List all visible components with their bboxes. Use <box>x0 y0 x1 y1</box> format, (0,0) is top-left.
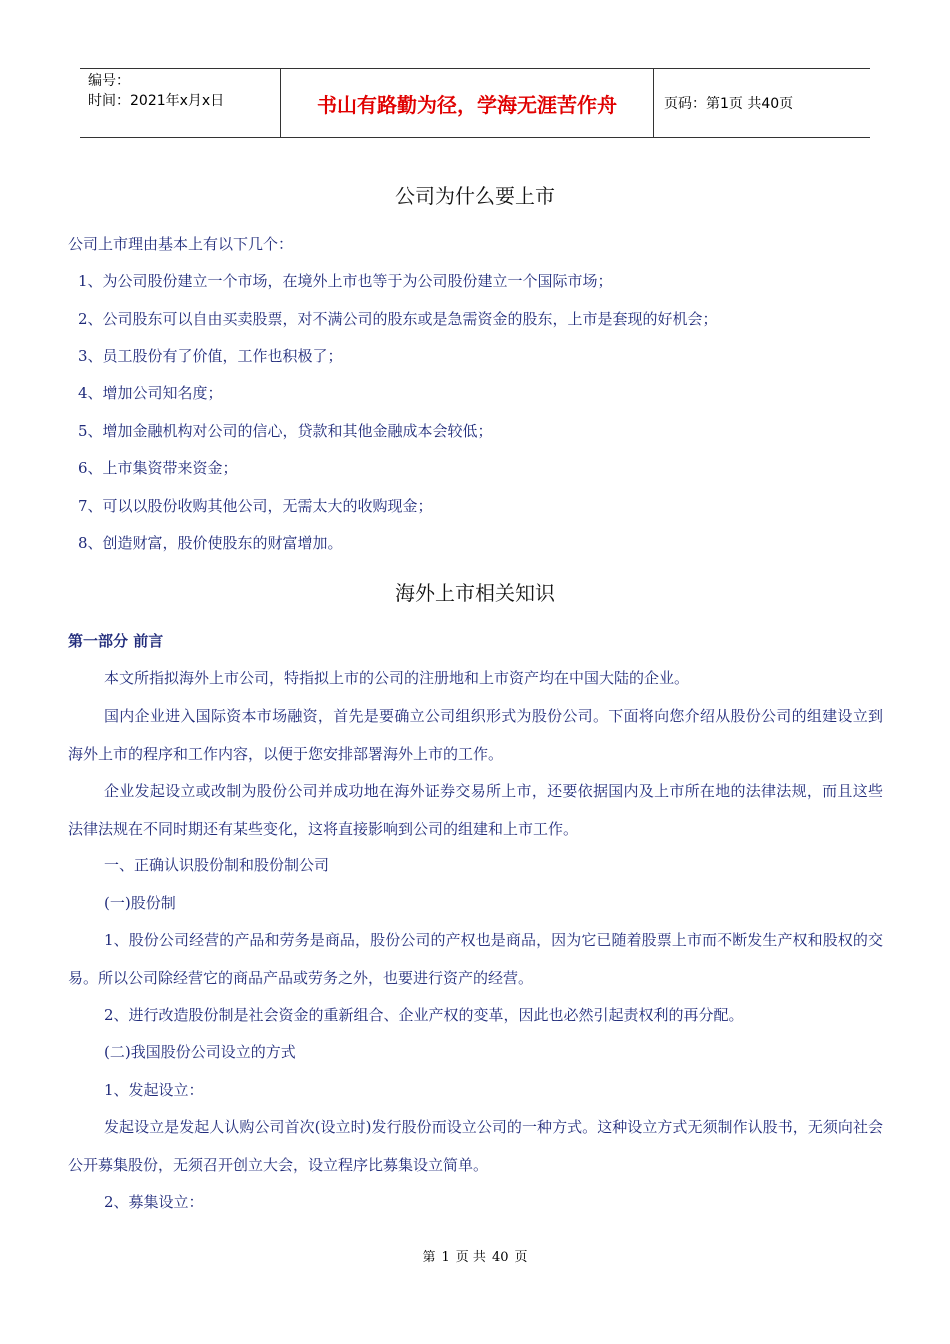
footer-total-pages: 40 <box>491 1250 509 1265</box>
paragraph: 一、正确认识股份制和股份制公司 <box>104 856 330 874</box>
document-time: 时间：2021年x月x日 <box>88 93 225 109</box>
list-item: 2、公司股东可以自由买卖股票，对不满公司的股东或是急需资金的股东，上市是套现的好机会； <box>78 310 718 328</box>
paragraph: 2、进行改造股份制是社会资金的重新组合、企业产权的变革，因此也必然引起责权利的再分配。 <box>104 1006 744 1024</box>
section-title: 海外上市相关知识 <box>395 581 555 605</box>
list-item: 6、上市集资带来资金； <box>78 459 238 477</box>
footer-suffix: 页 <box>514 1250 528 1265</box>
paragraph: 2、募集设立： <box>104 1193 204 1211</box>
list-item: 7、可以以股份收购其他公司，无需太大的收购现金； <box>78 497 433 515</box>
list-item: 5、增加金融机构对公司的信心，贷款和其他金融成本会较低； <box>78 422 493 440</box>
paragraph: 企业发起设立或改制为股份公司并成功地在海外证券交易所上市，还要依据国内及上市所在地的法律法规，而且这些法律法规在不同时期还有某些变化，这将直接影响到公司的组建和上市工作。 <box>68 782 883 838</box>
list-item: 8、创造财富，股价使股东的财富增加。 <box>78 534 343 552</box>
footer-prefix: 第 <box>422 1250 436 1265</box>
paragraph: (二)我国股份公司设立的方式 <box>104 1043 296 1061</box>
intro-text: 公司上市理由基本上有以下几个： <box>68 235 294 253</box>
header-motto: 书山有路勤为径，学海无涯苦作舟 <box>281 69 654 137</box>
list-item: 3、员工股份有了价值，工作也积极了； <box>78 347 343 365</box>
paragraph: 1、股份公司经营的产品和劳务是商品，股份公司的产权也是商品，因为它已随着股票上市而不断发生产权和股权的交易。所以公司除经营它的商品产品或劳务之外，也要进行资产的经营。 <box>68 931 883 987</box>
paragraph: 国内企业进入国际资本市场融资，首先是要确立公司组织形式为股份公司。下面将向您介绍从股份公司的组建设立到海外上市的程序和工作内容，以便于您安排部署海外上市的工作。 <box>68 707 883 763</box>
document-header <box>80 68 870 138</box>
page-title: 公司为什么要上市 <box>395 184 555 208</box>
list-item: 4、增加公司知名度； <box>78 384 223 402</box>
page-footer <box>0 1246 950 1265</box>
paragraph: 1、发起设立： <box>104 1081 204 1099</box>
list-item: 1、为公司股份建立一个市场，在境外上市也等于为公司股份建立一个国际市场； <box>78 272 613 290</box>
footer-page-number: 1 <box>441 1250 450 1265</box>
document-number-label: 编号： <box>88 73 130 89</box>
footer-mid: 页 共 <box>455 1250 486 1265</box>
header-meta <box>80 69 281 137</box>
header-page-info: 页码：第1页 共40页 <box>664 96 794 112</box>
section-heading: 第一部分 前言 <box>68 632 164 650</box>
paragraph: 发起设立是发起人认购公司首次(设立时)发行股份而设立公司的一种方式。这种设立方式无须制作认股书，无须向社会公开募集股份，无须召开创立大会，设立程序比募集设立简单。 <box>68 1118 883 1174</box>
paragraph: 本文所指拟海外上市公司，特指拟上市的公司的注册地和上市资产均在中国大陆的企业。 <box>104 669 690 687</box>
paragraph: (一)股份制 <box>104 894 176 912</box>
